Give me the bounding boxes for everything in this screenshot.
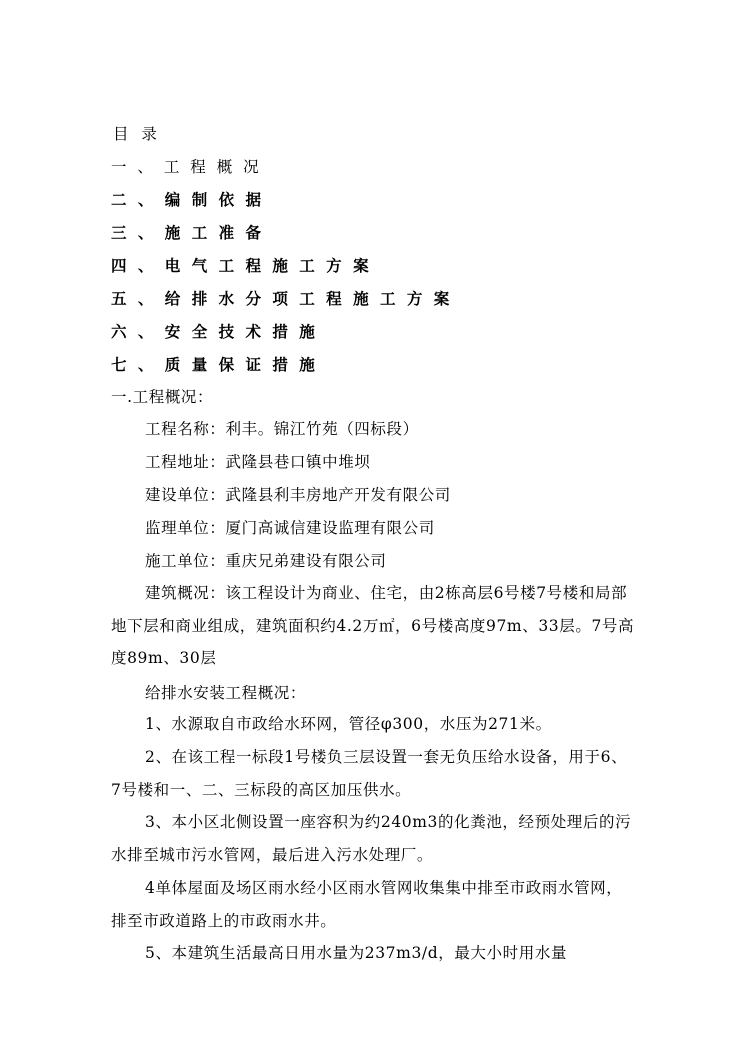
plumbing-item-4: 4单体屋面及场区雨水经小区雨水管网收集集中排至市政雨水管网，排至市政道路上的市政雨水井。 bbox=[111, 879, 623, 930]
contractor-unit: 施工单位：重庆兄弟建设有限公司 bbox=[145, 552, 387, 570]
toc-title: 目 录 bbox=[113, 125, 161, 143]
project-name: 工程名称：利丰。锦江竹苑（四标段） bbox=[145, 420, 419, 438]
plumbing-item-2: 2、在该工程一标段1号楼负三层设置一套无负压给水设备，用于6、7号楼和一、二、三标段的高区加压供水。 bbox=[111, 748, 628, 799]
supervisor-unit: 监理单位：厦门高诚信建设监理有限公司 bbox=[145, 519, 435, 537]
plumbing-item-5: 5、本建筑生活最高日用水量为237m3/d，最大小时用水量 bbox=[145, 944, 568, 962]
building-overview: 建筑概况：该工程设计为商业、住宅，由2栋高层6号楼7号楼和局部地下层和商业组成，建筑面积约4.2万㎡，6号楼高度97m、33层。7号高度89m、30层 bbox=[111, 584, 635, 668]
plumbing-item-1: 1、水源取自市政给水环网，管径φ300，水压为271米。 bbox=[145, 715, 552, 733]
toc-item-plumbing: 五 、 给 排 水 分 项 工 程 施 工 方 案 bbox=[111, 289, 453, 308]
toc-item-project-overview: 一 、 工 程 概 况 bbox=[111, 158, 262, 176]
owner-unit: 建设单位：武隆县利丰房地产开发有限公司 bbox=[145, 486, 451, 504]
section-heading: 一.工程概况： bbox=[111, 388, 214, 406]
toc-item-electrical: 四 、 电 气 工 程 施 工 方 案 bbox=[111, 256, 372, 275]
toc-item-basis: 二 、 编 制 依 据 bbox=[111, 190, 264, 209]
plumbing-heading: 给排水安装工程概况： bbox=[145, 684, 307, 702]
toc-item-preparation: 三 、 施 工 准 备 bbox=[111, 223, 264, 242]
project-address: 工程地址：武隆县巷口镇中堆坝 bbox=[145, 453, 371, 471]
plumbing-item-3: 3、本小区北侧设置一座容积为约240m3的化粪池，经预处理后的污水排至城市污水管网，最后进入污水处理厂。 bbox=[111, 813, 632, 864]
toc-item-quality: 七 、 质 量 保 证 措 施 bbox=[111, 355, 318, 374]
toc-item-safety: 六 、 安 全 技 术 措 施 bbox=[111, 322, 318, 341]
